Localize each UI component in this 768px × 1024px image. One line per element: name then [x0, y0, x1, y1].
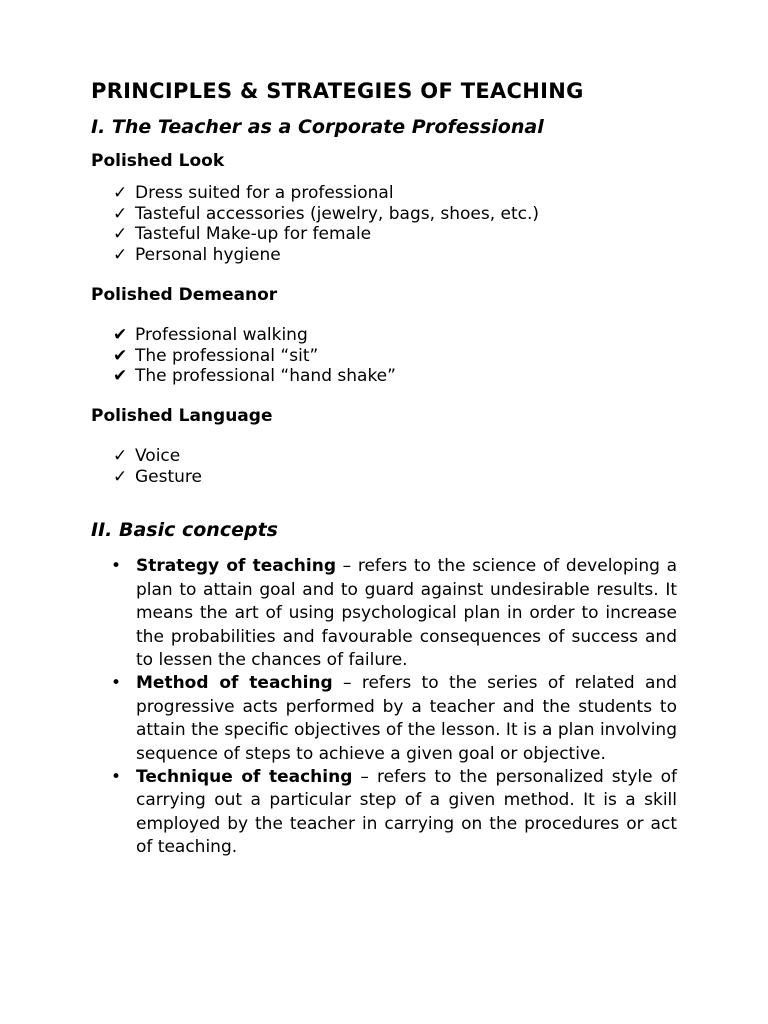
- list-item: ✓ Tasteful Make-up for female: [113, 224, 372, 245]
- list-item: ✔ Professional walking: [113, 324, 308, 345]
- list-item: ✔ The professional “hand shake”: [113, 366, 396, 387]
- list-item: ✓ Gesture: [113, 466, 203, 487]
- basic-concepts-list: [91, 555, 677, 859]
- polished-language-list: [91, 446, 677, 487]
- document-title: PRINCIPLES & STRATEGIES OF TEACHING: [91, 79, 584, 103]
- checkmark-icon: ✓: [113, 224, 128, 245]
- checkmark-icon: ✔: [113, 324, 128, 345]
- checkmark-icon: ✓: [113, 466, 128, 487]
- bullet-icon: •: [111, 766, 122, 787]
- subheading-polished-demeanor: Polished Demeanor: [91, 284, 278, 305]
- list-item: ✓ Dress suited for a professional: [113, 183, 394, 203]
- document-page: [91, 76, 677, 860]
- list-item: • Strategy of teaching – refers to the science of developing a plan to attain goal and to guard against undesirable results. It means the art of using psychological plan in order to increase the probabilities and favourable consequences of success and to lessen the chances of failure.: [111, 556, 677, 670]
- subheading-polished-look: Polished Look: [91, 151, 225, 171]
- section-heading-basic-concepts: II. Basic concepts: [91, 519, 278, 542]
- subheading-polished-language: Polished Language: [91, 405, 273, 426]
- checkmark-icon: ✓: [113, 445, 128, 466]
- polished-look-list: [91, 183, 677, 266]
- bullet-icon: •: [111, 556, 122, 577]
- checkmark-icon: ✓: [113, 245, 128, 266]
- section-heading-teacher-professional: I. The Teacher as a Corporate Professional: [91, 116, 544, 138]
- list-item: • Method of teaching – refers to the series of related and progressive acts performed by a teacher and the students to attain the specific objectives of the lesson. It is a plan involving sequence of steps to achieve a given goal or objective.: [111, 673, 678, 764]
- checkmark-icon: ✔: [113, 366, 128, 387]
- polished-demeanor-list: [91, 325, 677, 387]
- list-item: ✓ Tasteful accessories (jewelry, bags, shoes, etc.): [113, 203, 540, 224]
- list-item: ✓ Voice: [113, 445, 181, 466]
- checkmark-icon: ✔: [113, 345, 128, 366]
- bullet-icon: •: [111, 673, 122, 694]
- list-item: ✔ The professional “sit”: [113, 345, 319, 366]
- list-item: • Technique of teaching – refers to the personalized style of carrying out a particular step of a given method. It is a skill employed by the teacher in carrying on the procedures or act of teaching.: [111, 766, 677, 858]
- checkmark-icon: ✓: [113, 203, 128, 224]
- checkmark-icon: ✓: [113, 183, 128, 203]
- list-item: ✓ Personal hygiene: [113, 245, 281, 266]
